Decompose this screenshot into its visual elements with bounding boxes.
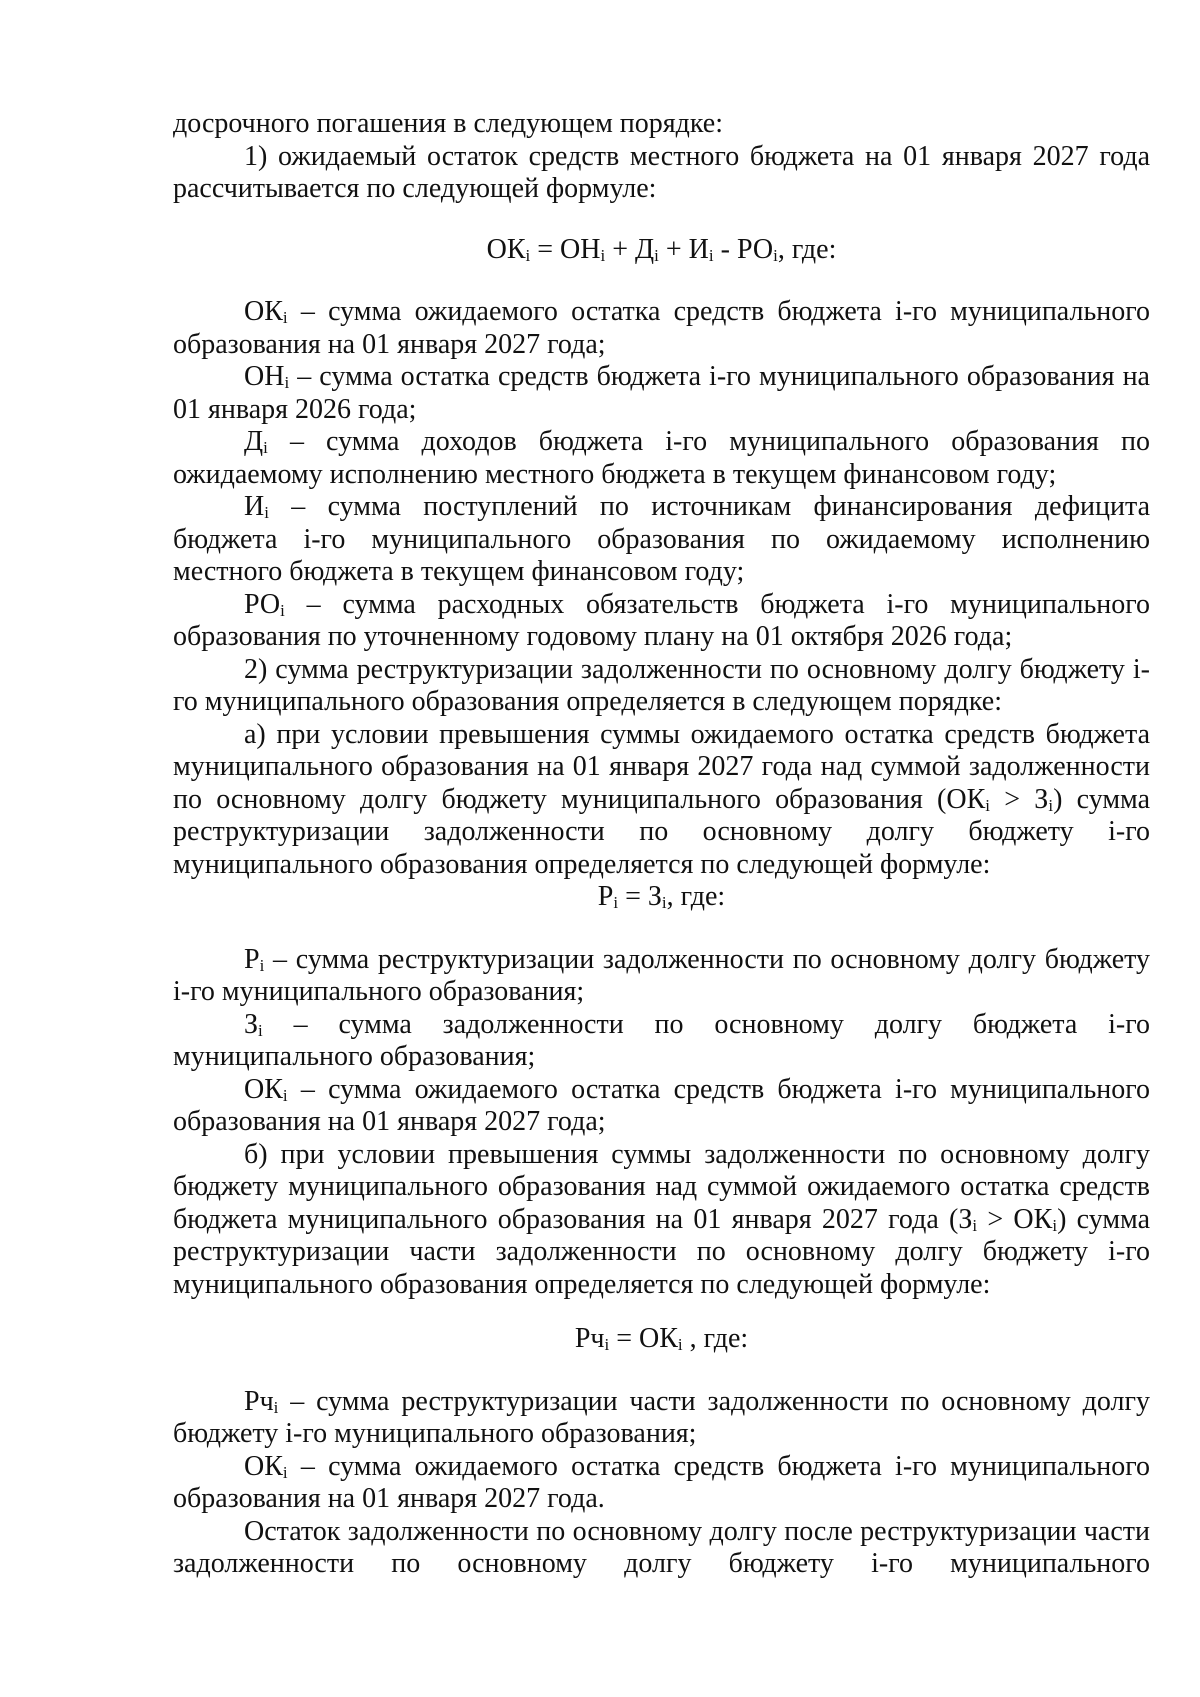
paragraph-text: ) сумма реструктуризации задолженности по основному долгу бюджету i-го муниципального образования определяется по следующей формуле: xyxy=(173,783,1151,880)
paragraph-text: > ОК xyxy=(977,1203,1053,1235)
formula-symbol: ОН xyxy=(560,233,601,265)
formula-operator: = xyxy=(618,881,648,912)
definition-subscript: i xyxy=(258,1020,263,1040)
document-page xyxy=(173,108,1150,1581)
definition-text: – сумма доходов бюджета i-го муниципального образования по ожидаемому исполнению местного бюджета в текущем финансовом году; xyxy=(173,426,1150,490)
paragraph-item-2b xyxy=(173,1139,1150,1302)
formula-subscript: i xyxy=(677,1335,683,1354)
definition-text: – сумма остатка средств бюджета i-го муниципального образования на 01 января 2026 года; xyxy=(173,361,1150,425)
definition-text: – сумма поступлений по источникам финансирования дефицита бюджета i-го муниципального образования по ожидаемому исполнению местного бюджета в текущем финансовом году; xyxy=(173,491,1150,587)
definition-ok xyxy=(173,296,1150,361)
formula-symbol: И xyxy=(688,233,709,265)
formula-tail: , где: xyxy=(777,233,837,265)
formula-symbol: Д xyxy=(635,233,655,265)
definition-symbol: ОК xyxy=(244,296,283,327)
definition-z xyxy=(173,1009,1150,1074)
definition-on xyxy=(173,361,1150,426)
definition-text: – сумма ожидаемого остатка средств бюджета i-го муниципального образования на 01 января 2027 года; xyxy=(173,296,1150,360)
definition-subscript: i xyxy=(263,438,268,457)
formula-tail: , где: xyxy=(682,1323,749,1354)
definition-symbol: З xyxy=(244,1008,259,1040)
definition-d xyxy=(173,426,1150,491)
formula-subscript: i xyxy=(708,245,714,265)
formula-rch xyxy=(173,1301,1150,1386)
formula-tail: , где: xyxy=(666,881,726,912)
definition-subscript: i xyxy=(264,503,269,522)
definition-subscript: i xyxy=(273,1397,279,1417)
formula-symbol: Рч xyxy=(574,1323,605,1354)
formula-subscript: i xyxy=(654,245,659,265)
definition-symbol: ОК xyxy=(244,1073,283,1105)
formula-subscript: i xyxy=(525,245,531,265)
definition-rch xyxy=(173,1386,1150,1451)
definition-symbol: РО xyxy=(244,588,281,620)
formula-subscript: i xyxy=(613,893,619,912)
definition-symbol: Д xyxy=(244,426,264,457)
formula-operator: + xyxy=(658,233,689,265)
formula-subscript: i xyxy=(600,245,606,265)
definition-ok-3 xyxy=(173,1451,1150,1516)
definition-text: – сумма расходных обязательств бюджета i-го муниципального образования по уточненному годовому плану на 01 октября 2026 года; xyxy=(173,588,1150,652)
paragraph-last: Остаток задолженности по основному долгу после реструктуризации части задолженности по основному долгу бюджету i-го муниципального xyxy=(173,1515,1150,1579)
formula-operator: - xyxy=(713,233,737,265)
paragraph-item-2: 2) сумма реструктуризации задолженности по основному долгу бюджету i-го муниципального образования определяется в следующем порядке: xyxy=(173,653,1150,717)
formula-p xyxy=(173,881,1150,944)
formula-ok xyxy=(173,206,1150,297)
inline-subscript: i xyxy=(1052,1215,1058,1235)
paragraph-item-2a xyxy=(173,719,1150,882)
paragraph-text: ) сумма реструктуризации части задолженности по основному долгу бюджету i-го муниципального образования определяется по следующей формуле: xyxy=(173,1203,1151,1300)
paragraph-text: а) при условии превышения суммы ожидаемого остатка средств бюджета муниципального образования на 01 января 2027 года над суммой задолженности по основному долгу бюджету муниципального образования (ОК xyxy=(173,718,1150,815)
definition-text: – сумма реструктуризации задолженности по основному долгу бюджету i-го муниципального образования; xyxy=(173,943,1150,1007)
paragraph-text: б) при условии превышения суммы задолженности по основному долгу бюджету муниципального образования над суммой ожидаемого остатка средств бюджета муниципального образования на 01 января 2027 года (З xyxy=(173,1138,1150,1235)
definition-text: – сумма ожидаемого остатка средств бюджета i-го муниципального образования на 01 января 2027 года. xyxy=(173,1450,1150,1514)
paragraph-intro: досрочного погашения в следующем порядке: xyxy=(173,108,724,139)
inline-subscript: i xyxy=(985,795,991,815)
definition-subscript: i xyxy=(282,308,288,327)
definition-subscript: i xyxy=(284,373,290,392)
definition-ok-2 xyxy=(173,1074,1150,1139)
formula-symbol: РО xyxy=(736,233,774,265)
paragraph-text: > З xyxy=(990,783,1049,815)
formula-subscript: i xyxy=(661,893,667,912)
formula-operator: = xyxy=(530,233,561,265)
inline-subscript: i xyxy=(1048,795,1054,815)
definition-symbol: И xyxy=(244,491,265,522)
formula-symbol: З xyxy=(647,881,662,912)
definition-text: – сумма задолженности по основному долгу бюджета i-го муниципального образования; xyxy=(173,1008,1150,1072)
formula-operator: + xyxy=(605,233,636,265)
definition-subscript: i xyxy=(282,1462,288,1482)
definition-ro xyxy=(173,589,1150,654)
definition-symbol: Рч xyxy=(244,1385,274,1417)
definition-i xyxy=(173,491,1150,589)
inline-subscript: i xyxy=(972,1215,978,1235)
paragraph-item-1: 1) ожидаемый остаток средств местного бюджета на 01 января 2027 года рассчитывается по следующей формуле: xyxy=(173,140,1150,204)
formula-symbol: Р xyxy=(597,881,614,912)
definition-text: – сумма реструктуризации части задолженности по основному долгу бюджету i-го муниципального образования; xyxy=(173,1385,1150,1449)
formula-operator: = xyxy=(609,1323,639,1354)
formula-symbol: ОК xyxy=(486,233,526,265)
formula-symbol: ОК xyxy=(639,1323,678,1354)
definition-text: – сумма ожидаемого остатка средств бюджета i-го муниципального образования на 01 января 2027 года; xyxy=(173,1073,1150,1137)
formula-subscript: i xyxy=(604,1335,610,1354)
definition-subscript: i xyxy=(282,1085,288,1105)
definition-symbol: Р xyxy=(244,943,260,975)
definition-p xyxy=(173,944,1150,1009)
definition-subscript: i xyxy=(259,955,265,975)
formula-subscript: i xyxy=(773,245,778,265)
definition-symbol: ОК xyxy=(244,1450,283,1482)
definition-subscript: i xyxy=(280,600,285,620)
definition-symbol: ОН xyxy=(244,361,285,392)
